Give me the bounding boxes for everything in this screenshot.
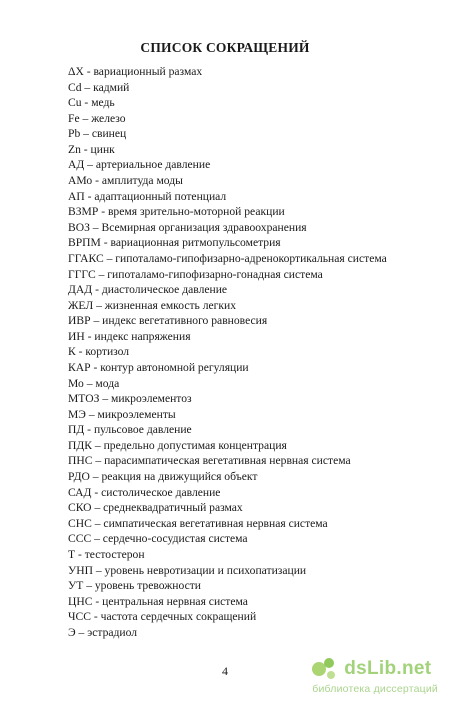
abbreviation-item: ЦНС - центральная нервная система bbox=[68, 594, 248, 608]
dslib-logo-icon bbox=[312, 656, 338, 682]
watermark-brand: dsLib.net bbox=[344, 658, 432, 679]
abbreviation-item: МТОЗ – микроэлементоз bbox=[68, 392, 192, 406]
abbreviation-item: АМо - амплитуда моды bbox=[68, 174, 183, 188]
abbreviation-item: Fe – железо bbox=[68, 111, 126, 125]
abbreviation-item: ВРПМ - вариационная ритмопульсометрия bbox=[68, 236, 281, 250]
abbreviation-item: ССС – сердечно-сосудистая система bbox=[68, 532, 248, 546]
abbreviation-item: ПДК – предельно допустимая концентрация bbox=[68, 438, 287, 452]
abbreviation-item: ГГГС – гипоталамо-гипофизарно-гонадная система bbox=[68, 267, 323, 281]
abbreviation-item: ПНС – парасимпатическая вегетативная нервная система bbox=[68, 454, 351, 468]
page-number: 4 bbox=[222, 664, 228, 678]
abbreviation-item: Zn - цинк bbox=[68, 142, 115, 156]
abbreviation-item: ГГАКС – гипоталамо-гипофизарно-адренокортикальная система bbox=[68, 251, 387, 265]
abbreviation-item: ЧСС - частота сердечных сокращений bbox=[68, 610, 257, 624]
abbreviation-item: Cd – кадмий bbox=[68, 80, 130, 94]
abbreviation-list bbox=[68, 64, 408, 640]
abbreviation-item: УТ – уровень тревожности bbox=[68, 579, 201, 593]
abbreviation-item: Мо – мода bbox=[68, 376, 120, 390]
abbreviation-item: ИН - индекс напряжения bbox=[68, 329, 191, 343]
abbreviation-item: СНС – симпатическая вегетативная нервная система bbox=[68, 516, 328, 530]
abbreviation-item: АП - адаптационный потенциал bbox=[68, 189, 227, 203]
abbreviation-item: Э – эстрадиол bbox=[68, 625, 138, 639]
abbreviation-item: СКО – среднеквадратичный размах bbox=[68, 501, 243, 515]
abbreviation-item: АД – артериальное давление bbox=[68, 158, 211, 172]
abbreviation-item: МЭ – микроэлементы bbox=[68, 407, 176, 421]
abbreviation-item: РДО – реакция на движущийся объект bbox=[68, 470, 258, 484]
abbreviation-item: ЖЕЛ – жизненная емкость легких bbox=[68, 298, 237, 312]
watermark bbox=[312, 656, 438, 695]
abbreviation-item: ВОЗ – Всемирная организация здравоохранения bbox=[68, 220, 307, 234]
page-title: СПИСОК СОКРАЩЕНИЙ bbox=[140, 40, 310, 55]
watermark-subtitle: библиотека диссертаций bbox=[312, 683, 438, 695]
abbreviation-item: ВЗМР - время зрительно-моторной реакции bbox=[68, 205, 285, 219]
abbreviation-item: УНП – уровень невротизации и психопатизации bbox=[68, 563, 307, 577]
abbreviation-item: Т - тестостерон bbox=[68, 547, 145, 561]
abbreviation-item: Cu - медь bbox=[68, 96, 115, 110]
abbreviation-item: ИВР – индекс вегетативного равновесия bbox=[68, 314, 268, 328]
abbreviation-item: КАР - контур автономной регуляции bbox=[68, 360, 249, 374]
abbreviation-item: ПД - пульсовое давление bbox=[68, 423, 192, 437]
abbreviation-item: ДАД - диастолическое давление bbox=[68, 283, 228, 297]
abbreviation-item: Pb – свинец bbox=[68, 127, 127, 141]
abbreviation-item: ΔX - вариационный размах bbox=[68, 65, 203, 78]
abbreviation-item: САД - систолическое давление bbox=[68, 485, 221, 499]
abbreviation-item: К - кортизол bbox=[68, 345, 130, 359]
